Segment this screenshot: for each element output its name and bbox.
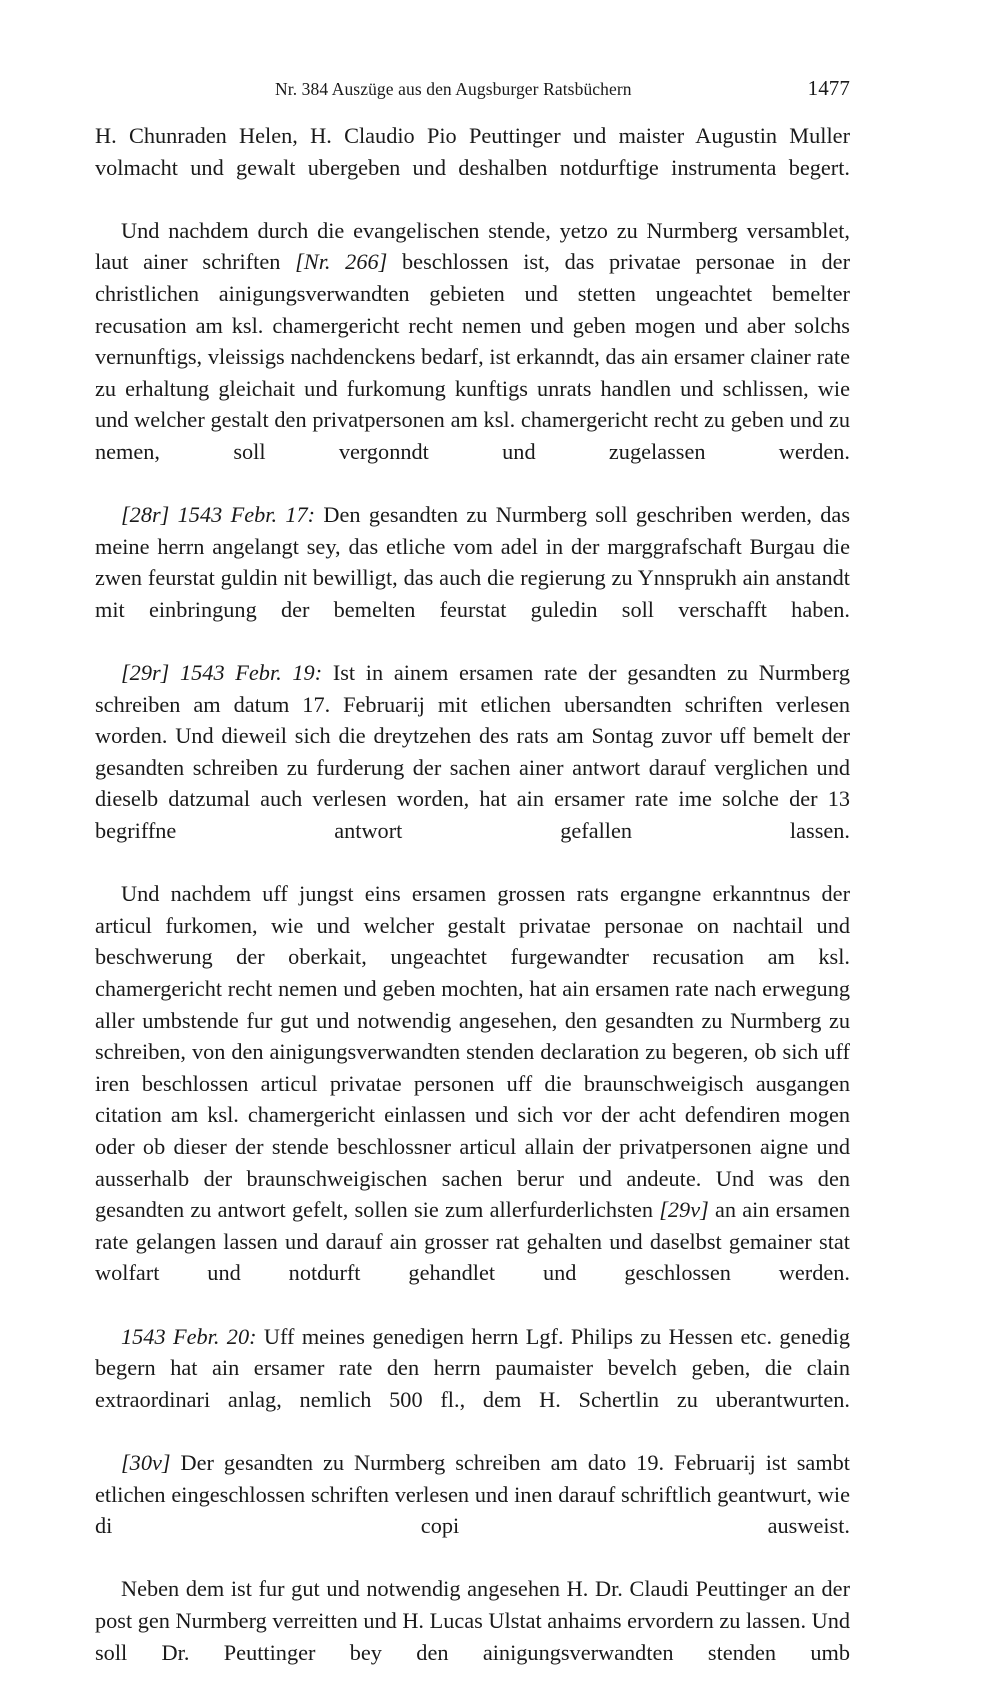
folio-date-marker: [29v] bbox=[659, 1197, 709, 1223]
text-run: Den gesandten zu Nurmberg soll geschriben werden, das meine herrn angelangt sey, das etliche vom adel in der marggrafschaft Burgau die zwen feurstat guldin nit bewilligt, das auch die regierung zu Ynnsprukh ain anstandt mit einbringung der bemelten feurstat guledin soll verschafft haben. bbox=[95, 502, 850, 622]
text-run: Neben dem ist fur gut und notwendig angesehen H. Dr. Claudi Peuttinger an der post gen Nurmberg verreitten und H. Lucas Ulstat anhaims ervordern zu lassen. Und soll Dr. Peuttinger bey den ainigungsverwandten stenden umb bbox=[95, 1576, 851, 1665]
paragraph bbox=[95, 1447, 850, 1573]
paragraph bbox=[95, 657, 850, 878]
paragraph bbox=[95, 120, 850, 215]
text-run: beschlossen ist, das privatae personae in der christlichen ainigungsverwandten gebieten und stetten ungeachtet bemelter recusation am ksl. chamergericht recht nemen und geben mogen und aber solchs vernunftigs, vleissigs nachdenckens bedarf, ist erkanndt, das ain ersamer clainer rate zu erhaltung gleichait und furkomung kunftigs unrats handlen und schlissen, wie und welcher gestalt den privatpersonen am ksl. chamergericht recht zu geben und zu nemen, soll vergonndt und zugelassen werden. bbox=[95, 249, 850, 464]
paragraph bbox=[95, 1573, 850, 1699]
folio-date-marker: 1543 Febr. 20: bbox=[121, 1323, 257, 1349]
paragraph bbox=[95, 1321, 850, 1447]
page-number: 1477 bbox=[807, 76, 850, 100]
folio-date-marker: [29r] 1543 Febr. 19: bbox=[121, 660, 323, 686]
running-head bbox=[95, 76, 850, 104]
text-run: H. Chunraden Helen, H. Claudio Pio Peuttinger und maister Augustin Muller volmacht und gewalt ubergeben und deshalben notdurftige instrumenta begert. bbox=[95, 123, 850, 180]
paragraph bbox=[95, 215, 850, 499]
text-run: Der gesandten zu Nurmberg schreiben am dato 19. Februarij ist sambt etlichen eingeschlossen schriften verlesen und inen darauf schriftlich geantwurt, wie di copi ausweist. bbox=[95, 1449, 850, 1539]
text-run: Ist in ainem ersamen rate der gesandten zu Nurmberg schreiben am datum 17. Februarij mit etlichen ubersandten schriften verlesen worden. Und dieweil sich die dreytzehen des rats am Sontag zuvor uff bemelt der gesandten schreiben zu furderung der sachen ainer antwort darauf verglichen und dieselb datzumal auch verlesen worden, hat ain ersamer rate ime solche der 13 begriffne antwort gefallen lassen. bbox=[95, 660, 851, 844]
text-run: Und nachdem durch die evangelischen stende, yetzo zu Nurmberg versamblet, laut ainer schriften bbox=[95, 217, 850, 275]
running-head-title: Nr. 384 Auszüge aus den Augsburger Ratsbüchern bbox=[275, 79, 632, 99]
text-run: Uff meines genedigen herrn Lgf. Philips zu Hessen etc. genedig begern hat ain ersamer rate den herrn paumaister bevelch geben, die clain extraordinari anlag, nemlich 500 fl., dem H. Schertlin zu uberantwurten. bbox=[95, 1323, 850, 1412]
paragraph bbox=[95, 499, 850, 657]
paragraph bbox=[95, 878, 850, 1320]
body-text-block bbox=[95, 120, 850, 1700]
text-run: an ain ersamen rate gelangen lassen und darauf ain grosser rat gehalten und daselbst gemainer stat wolfart und notdurft gehandlet und geschlossen werden. bbox=[95, 1197, 850, 1286]
text-run: Und nachdem uff jungst eins ersamen grossen rats ergangne erkanntnus der articul furkomen, wie und welcher gestalt privatae personae on nachtail und beschwerung der oberkait, ungeachtet furgewandter recusation am ksl. chamergericht recht nemen und geben mochten, hat ain ersamen rate nach erwegung aller umbstende fur gut und notwendig angesehen, den gesandten zu Nurmberg zu schreiben, von den ainigungsverwandten stenden declaration zu begeren, ob sich uff iren beschlossen articul privatae personen uff die braunschweigisch ausgangen citation am ksl. chamergericht einlassen und sich vor der acht defendiren mogen oder ob dieser der stende beschlossner articul allain der privatpersonen aigne und ausserhalb der braunschweigischen sachen berur und andeute. Und was den gesandten zu antwort gefelt, sollen sie zum allerfurderlichsten bbox=[95, 881, 850, 1223]
folio-date-marker: [Nr. 266] bbox=[295, 249, 388, 275]
folio-date-marker: [28r] 1543 Febr. 17: bbox=[121, 502, 316, 528]
folio-date-marker: [30v] bbox=[121, 1449, 171, 1475]
